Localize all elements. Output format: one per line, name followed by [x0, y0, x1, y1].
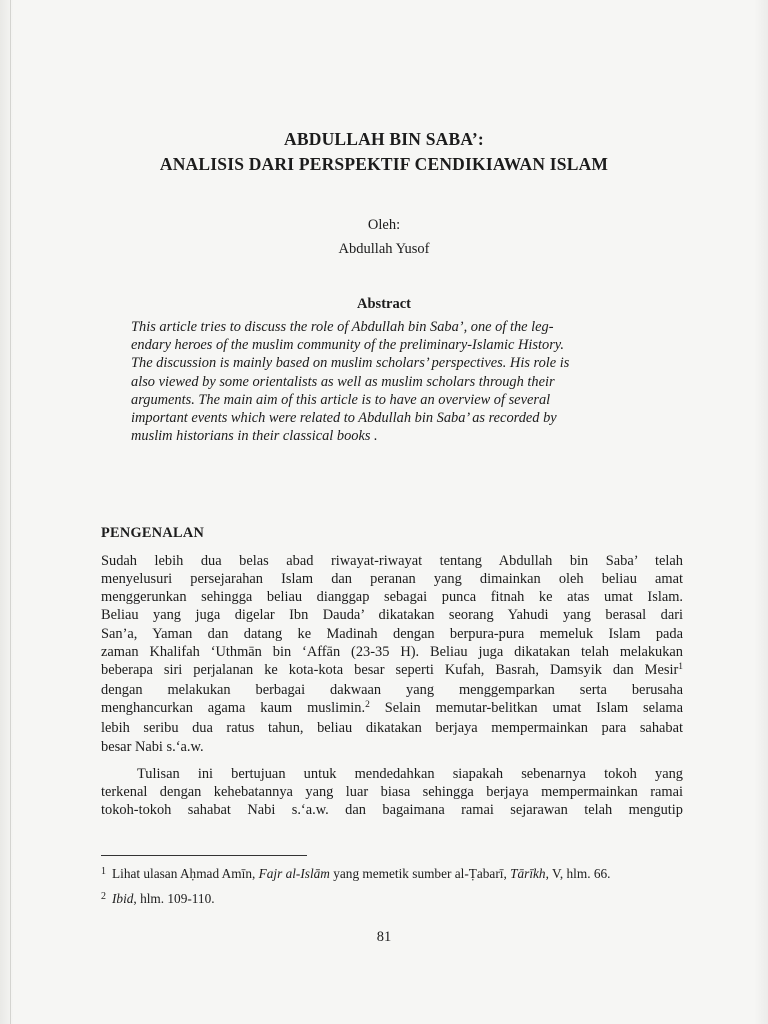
- body-line: terkenal dengan kehebatannya yang luar biasa sehingga berjaya mempermainkan ramai: [101, 783, 683, 800]
- footnote-number: 1: [101, 866, 106, 877]
- body-line: Sudah lebih dua belas abad riwayat-riwayat tentang Abdullah bin Saba’ telah: [101, 553, 683, 569]
- abstract-line: arguments. The main aim of this article is to have an overview of several: [131, 391, 551, 408]
- body-line: tokoh-tokoh sahabat Nabi s.‘a.w. dan bagaimana ramai sejarawan telah mengutip: [101, 802, 683, 819]
- footnote-ref-1[interactable]: 1: [678, 661, 683, 672]
- body-line-text: beberapa siri perjalanan ke kota-kota besar seperti Kufah, Basrah, Damsyik dan Mesir: [101, 661, 679, 678]
- footnote-text: Lihat ulasan Aḥmad Amīn,: [112, 866, 259, 881]
- footnote-title: Ibid: [112, 891, 134, 906]
- body-line-with-ref: [101, 661, 683, 681]
- footnote-1: [101, 866, 610, 882]
- abstract-heading: Abstract: [357, 296, 411, 312]
- footnote-number: 2: [101, 891, 106, 902]
- abstract-line: also viewed by some orientalists as well as muslim scholars through their: [131, 373, 555, 390]
- body-text: [101, 552, 683, 819]
- body-line-text: Selain memutar-belitkan umat Islam selama: [369, 700, 684, 717]
- footnote-divider: [101, 855, 307, 856]
- body-line: zaman Khalifah ‘Uthmān bin ‘Affān (23-35 H). Beliau juga dikatakan telah melakukan: [101, 643, 683, 660]
- byline-label: Oleh:: [367, 217, 401, 233]
- body-line-text: menghancurkan agama kaum muslimin.: [101, 700, 366, 717]
- footnote-title: Fajr al-Islām: [258, 866, 330, 881]
- body-line: San’a, Yaman dan datang ke Madinah dengan berpura-pura memeluk Islam pada: [101, 625, 683, 642]
- section-heading: PENGENALAN: [101, 525, 205, 541]
- footnote-2: [101, 891, 215, 907]
- page-number: 81: [376, 929, 392, 945]
- abstract-line: endary heroes of the muslim community of the preliminary-Islamic History.: [131, 337, 564, 354]
- abstract-line: important events which were related to Abdullah bin Saba’ as recorded by: [131, 410, 557, 427]
- body-line: menggerunkan sehingga beliau dianggap sebagai punca fitnah ke atas umat Islam.: [101, 589, 683, 606]
- footnote-ref-2[interactable]: 2: [365, 700, 370, 711]
- body-line: lebih seribu dua ratus tahun, beliau dikatakan berjaya mempermainkan para sahabat: [101, 720, 683, 737]
- article-title-line-2: ANALISIS DARI PERSPEKTIF CENDIKIAWAN ISLAM: [159, 154, 609, 174]
- footnote-text: , hlm. 109-110.: [133, 891, 215, 906]
- abstract-line: muslim historians in their classical books .: [131, 428, 378, 445]
- abstract-line: This article tries to discuss the role of Abdullah bin Saba’, one of the leg-: [131, 319, 554, 335]
- abstract-line: The discussion is mainly based on muslim scholars’ perspectives. His role is: [131, 355, 570, 372]
- article-title-line-1: ABDULLAH BIN SABA’:: [284, 129, 484, 149]
- footnote-text: yang memetik sumber al-Ṭabarī,: [329, 866, 511, 881]
- body-line: menyelusuri persejarahan Islam dan peranan yang dimainkan oleh beliau amat: [101, 571, 683, 588]
- footnote-title: Tārīkh: [510, 866, 546, 881]
- body-line: dengan melakukan berbagai dakwaan yang menggemparkan serta berusaha: [101, 682, 683, 699]
- body-line-with-ref: [101, 699, 683, 719]
- body-line: besar Nabi s.‘a.w.: [101, 738, 204, 755]
- author-name: Abdullah Yusof: [338, 241, 430, 257]
- footnote-text: , V, hlm. 66.: [545, 866, 611, 881]
- body-line: Tulisan ini bertujuan untuk mendedahkan siapakah sebenarnya tokoh yang: [137, 765, 683, 782]
- abstract-text: [131, 318, 569, 445]
- body-line: Beliau yang juga digelar Ibn Dauda’ dikatakan seorang Yahudi yang berasal dari: [101, 607, 683, 624]
